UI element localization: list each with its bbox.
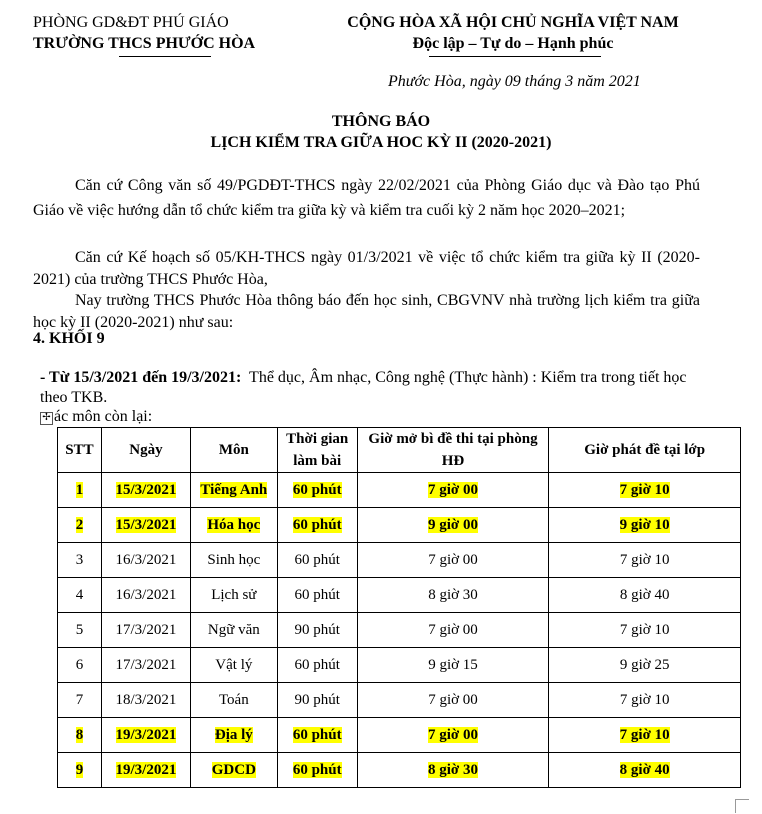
school-header xyxy=(33,12,303,54)
cell-duration: 60 phút xyxy=(292,481,342,498)
cell-open-time: 7 giờ 00 xyxy=(428,726,478,743)
cell-date: 16/3/2021 xyxy=(101,578,190,613)
cell-subject: Địa lý xyxy=(214,726,253,743)
cell-hand-out: 9 giờ 25 xyxy=(549,648,741,683)
header-subject: Môn xyxy=(190,428,277,473)
cell-duration: 90 phút xyxy=(277,683,357,718)
exam-schedule-table xyxy=(57,427,741,788)
paragraph-basis-2: Căn cứ Kế hoạch số 05/KH-THCS ngày 01/3/2021 về việc tổ chức kiểm tra giữa kỳ II (2020-2021) của trường THCS Phước Hòa, xyxy=(33,249,700,288)
table-resize-handle[interactable] xyxy=(735,799,749,813)
table-row xyxy=(58,508,741,543)
header-duration: Thời gian làm bài xyxy=(277,428,357,473)
school-name: TRƯỜNG THCS PHƯỚC HÒA xyxy=(33,35,256,52)
table-move-icon[interactable]: ✢ xyxy=(40,412,53,425)
cell-open-time: 9 giờ 00 xyxy=(428,516,478,533)
cell-stt: 4 xyxy=(58,578,102,613)
cell-open-time: 7 giờ 00 xyxy=(357,613,549,648)
cell-duration: 60 phút xyxy=(292,726,342,743)
cell-stt: 3 xyxy=(58,543,102,578)
cell-open-time: 7 giờ 00 xyxy=(357,543,549,578)
cell-date: 17/3/2021 xyxy=(101,613,190,648)
cell-date: 19/3/2021 xyxy=(115,726,177,743)
table-row xyxy=(58,613,741,648)
cell-date: 15/3/2021 xyxy=(115,516,177,533)
cell-date: 16/3/2021 xyxy=(101,543,190,578)
cell-duration: 60 phút xyxy=(277,648,357,683)
cell-stt: 8 xyxy=(75,726,84,743)
cell-hand-out: 9 giờ 10 xyxy=(619,516,670,533)
cell-open-time: 8 giờ 30 xyxy=(357,578,549,613)
cell-date: 19/3/2021 xyxy=(115,761,177,778)
cell-subject: Sinh học xyxy=(190,543,277,578)
week-note-text: Thể dục, Âm nhạc, Công nghệ (Thực hành) : Kiểm tra trong tiết học theo TKB. xyxy=(40,369,687,406)
table-row xyxy=(58,648,741,683)
week-note-range: - Từ 15/3/2021 đến 19/3/2021: xyxy=(40,369,242,386)
cell-hand-out: 7 giờ 10 xyxy=(619,481,670,498)
national-motto: Độc lập – Tự do – Hạnh phúc xyxy=(412,35,614,52)
header-hand-out: Giờ phát đề tại lớp xyxy=(549,428,741,473)
cell-duration: 60 phút xyxy=(277,578,357,613)
cell-stt: 9 xyxy=(75,761,84,778)
motto-underline xyxy=(429,56,601,57)
cell-hand-out: 8 giờ 40 xyxy=(619,761,670,778)
cell-subject: Ngữ văn xyxy=(190,613,277,648)
table-row xyxy=(58,753,741,788)
cell-date: 15/3/2021 xyxy=(115,481,177,498)
cell-date: 18/3/2021 xyxy=(101,683,190,718)
cell-stt: 5 xyxy=(58,613,102,648)
remaining-subjects-line xyxy=(40,408,152,426)
national-title: CỘNG HÒA XÃ HỘI CHỦ NGHĨA VIỆT NAM xyxy=(347,14,679,31)
table-row xyxy=(58,683,741,718)
section-title: 4. KHỐI 9 xyxy=(33,330,105,347)
cell-hand-out: 7 giờ 10 xyxy=(549,613,741,648)
cell-subject: Vật lý xyxy=(190,648,277,683)
cell-duration: 60 phút xyxy=(277,543,357,578)
table-header-row xyxy=(58,428,741,473)
cell-stt: 2 xyxy=(75,516,84,533)
table-row xyxy=(58,473,741,508)
cell-open-time: 7 giờ 00 xyxy=(357,683,549,718)
notice-subtitle: LỊCH KIỂM TRA GIỮA HOC KỲ II (2020-2021) xyxy=(210,134,552,151)
cell-open-time: 9 giờ 15 xyxy=(357,648,549,683)
paragraph-announcement: Nay trường THCS Phước Hòa thông báo đến học sinh, CBGVNV nhà trường lịch kiểm tra giữa học kỳ II (2020-2021) như sau: xyxy=(33,292,700,331)
cell-duration: 60 phút xyxy=(292,516,342,533)
cell-hand-out: 7 giờ 10 xyxy=(549,683,741,718)
cell-hand-out: 7 giờ 10 xyxy=(619,726,670,743)
notice-title: THÔNG BÁO xyxy=(331,113,431,130)
cell-hand-out: 8 giờ 40 xyxy=(549,578,741,613)
cell-stt: 7 xyxy=(58,683,102,718)
cell-subject: Toán xyxy=(190,683,277,718)
cell-duration: 60 phút xyxy=(292,761,342,778)
table-row xyxy=(58,578,741,613)
school-underline xyxy=(119,56,211,57)
header-stt: STT xyxy=(58,428,102,473)
cell-subject: Tiếng Anh xyxy=(200,481,268,498)
table-row xyxy=(58,543,741,578)
paragraph-basis-1: Căn cứ Công văn số 49/PGDĐT-THCS ngày 22/02/2021 của Phòng Giáo dục và Đào tạo Phú Giáo về việc hướng dẫn tổ chức kiểm tra giữa kỳ và kiểm tra cuối kỳ 2 năm học 2020–2021; xyxy=(33,177,700,219)
date-line: Phước Hòa, ngày 09 tháng 3 năm 2021 xyxy=(388,73,641,90)
cell-open-time: 7 giờ 00 xyxy=(428,481,478,498)
week-note xyxy=(40,368,700,408)
national-header xyxy=(318,12,708,54)
header-date: Ngày xyxy=(101,428,190,473)
cell-subject: Lịch sử xyxy=(190,578,277,613)
header-open-time: Giờ mở bì đề thi tại phòng HĐ xyxy=(357,428,549,473)
cell-stt: 1 xyxy=(75,481,84,498)
department-name: PHÒNG GD&ĐT PHÚ GIÁO xyxy=(33,14,229,31)
cell-duration: 90 phút xyxy=(277,613,357,648)
cell-stt: 6 xyxy=(58,648,102,683)
cell-hand-out: 7 giờ 10 xyxy=(549,543,741,578)
table-row xyxy=(58,718,741,753)
cell-subject: Hóa học xyxy=(207,516,261,533)
cell-open-time: 8 giờ 30 xyxy=(428,761,478,778)
cell-date: 17/3/2021 xyxy=(101,648,190,683)
cell-subject: GDCD xyxy=(211,761,256,778)
remaining-subjects-label: ác môn còn lại: xyxy=(54,408,153,425)
